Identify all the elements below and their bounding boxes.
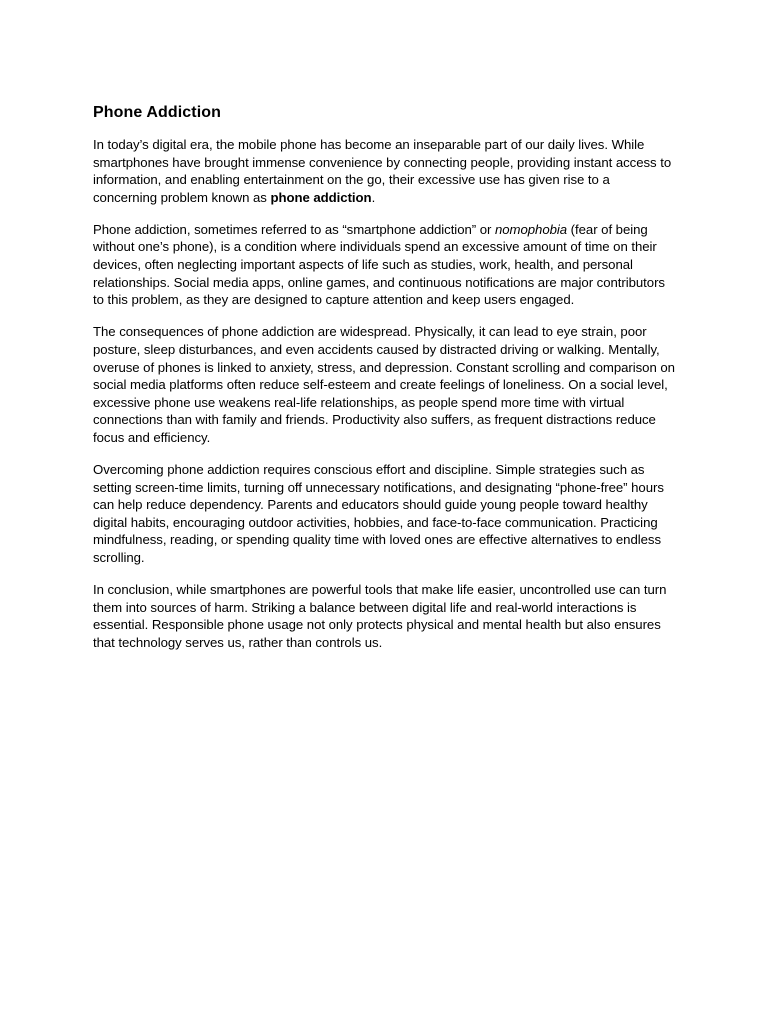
paragraph-introduction-end: . <box>371 189 376 205</box>
document-page <box>93 103 677 666</box>
paragraph-definition-rest: (fear of being without one’s phone), is a condition where individuals spend an excessive amount of time on their devices, often neglecting important aspects of life such as studies, work, health, and personal relationships. Social media apps, online games, and continuous notifications are major contributors to this problem, as they are designed to capture attention and keep users engaged. <box>93 221 665 308</box>
bold-term-phone-addiction: phone addiction <box>270 189 372 205</box>
document-title: Phone Addiction <box>93 104 222 121</box>
paragraph-definition-text: Phone addiction, sometimes referred to as “smartphone addiction” or <box>93 221 495 237</box>
paragraph-consequences: The consequences of phone addiction are widespread. Physically, it can lead to eye strain, poor posture, sleep disturbances, and even accidents caused by distracted driving or walking. Mentally, overuse of phones is linked to anxiety, stress, and depression. Constant scrolling and comparison on social media platforms often reduce self-esteem and create feelings of loneliness. On a social level, excessive phone use weakens real-life relationships, as people spend more time with virtual connections than with family and friends. Productivity also suffers, as frequent distractions reduce focus and efficiency. <box>93 324 675 445</box>
paragraph-introduction-text: In today’s digital era, the mobile phone has become an inseparable part of our daily lives. While smartphones have brought immense convenience by connecting people, providing instant access to information, and enabling entertainment on the go, their excessive use has given rise to a concerning problem known as <box>93 137 672 205</box>
paragraph-conclusion: In conclusion, while smartphones are powerful tools that make life easier, uncontrolled use can turn them into sources of harm. Striking a balance between digital life and real-world interactions is essential. Responsible phone usage not only protects physical and mental health but also ensures that technology serves us, rather than controls us. <box>93 582 667 650</box>
italic-term-nomophobia: nomophobia <box>494 221 568 237</box>
paragraph-overcoming: Overcoming phone addiction requires conscious effort and discipline. Simple strategies such as setting screen-time limits, turning off unnecessary notifications, and designating “phone-free” hours can help reduce dependency. Parents and educators should guide young people toward healthy digital habits, encouraging outdoor activities, hobbies, and face-to-face communication. Practicing mindfulness, reading, or spending quality time with loved ones are effective alternatives to endless scrolling. <box>93 462 664 565</box>
paragraph-introduction <box>93 136 677 206</box>
paragraph-definition <box>93 221 677 309</box>
